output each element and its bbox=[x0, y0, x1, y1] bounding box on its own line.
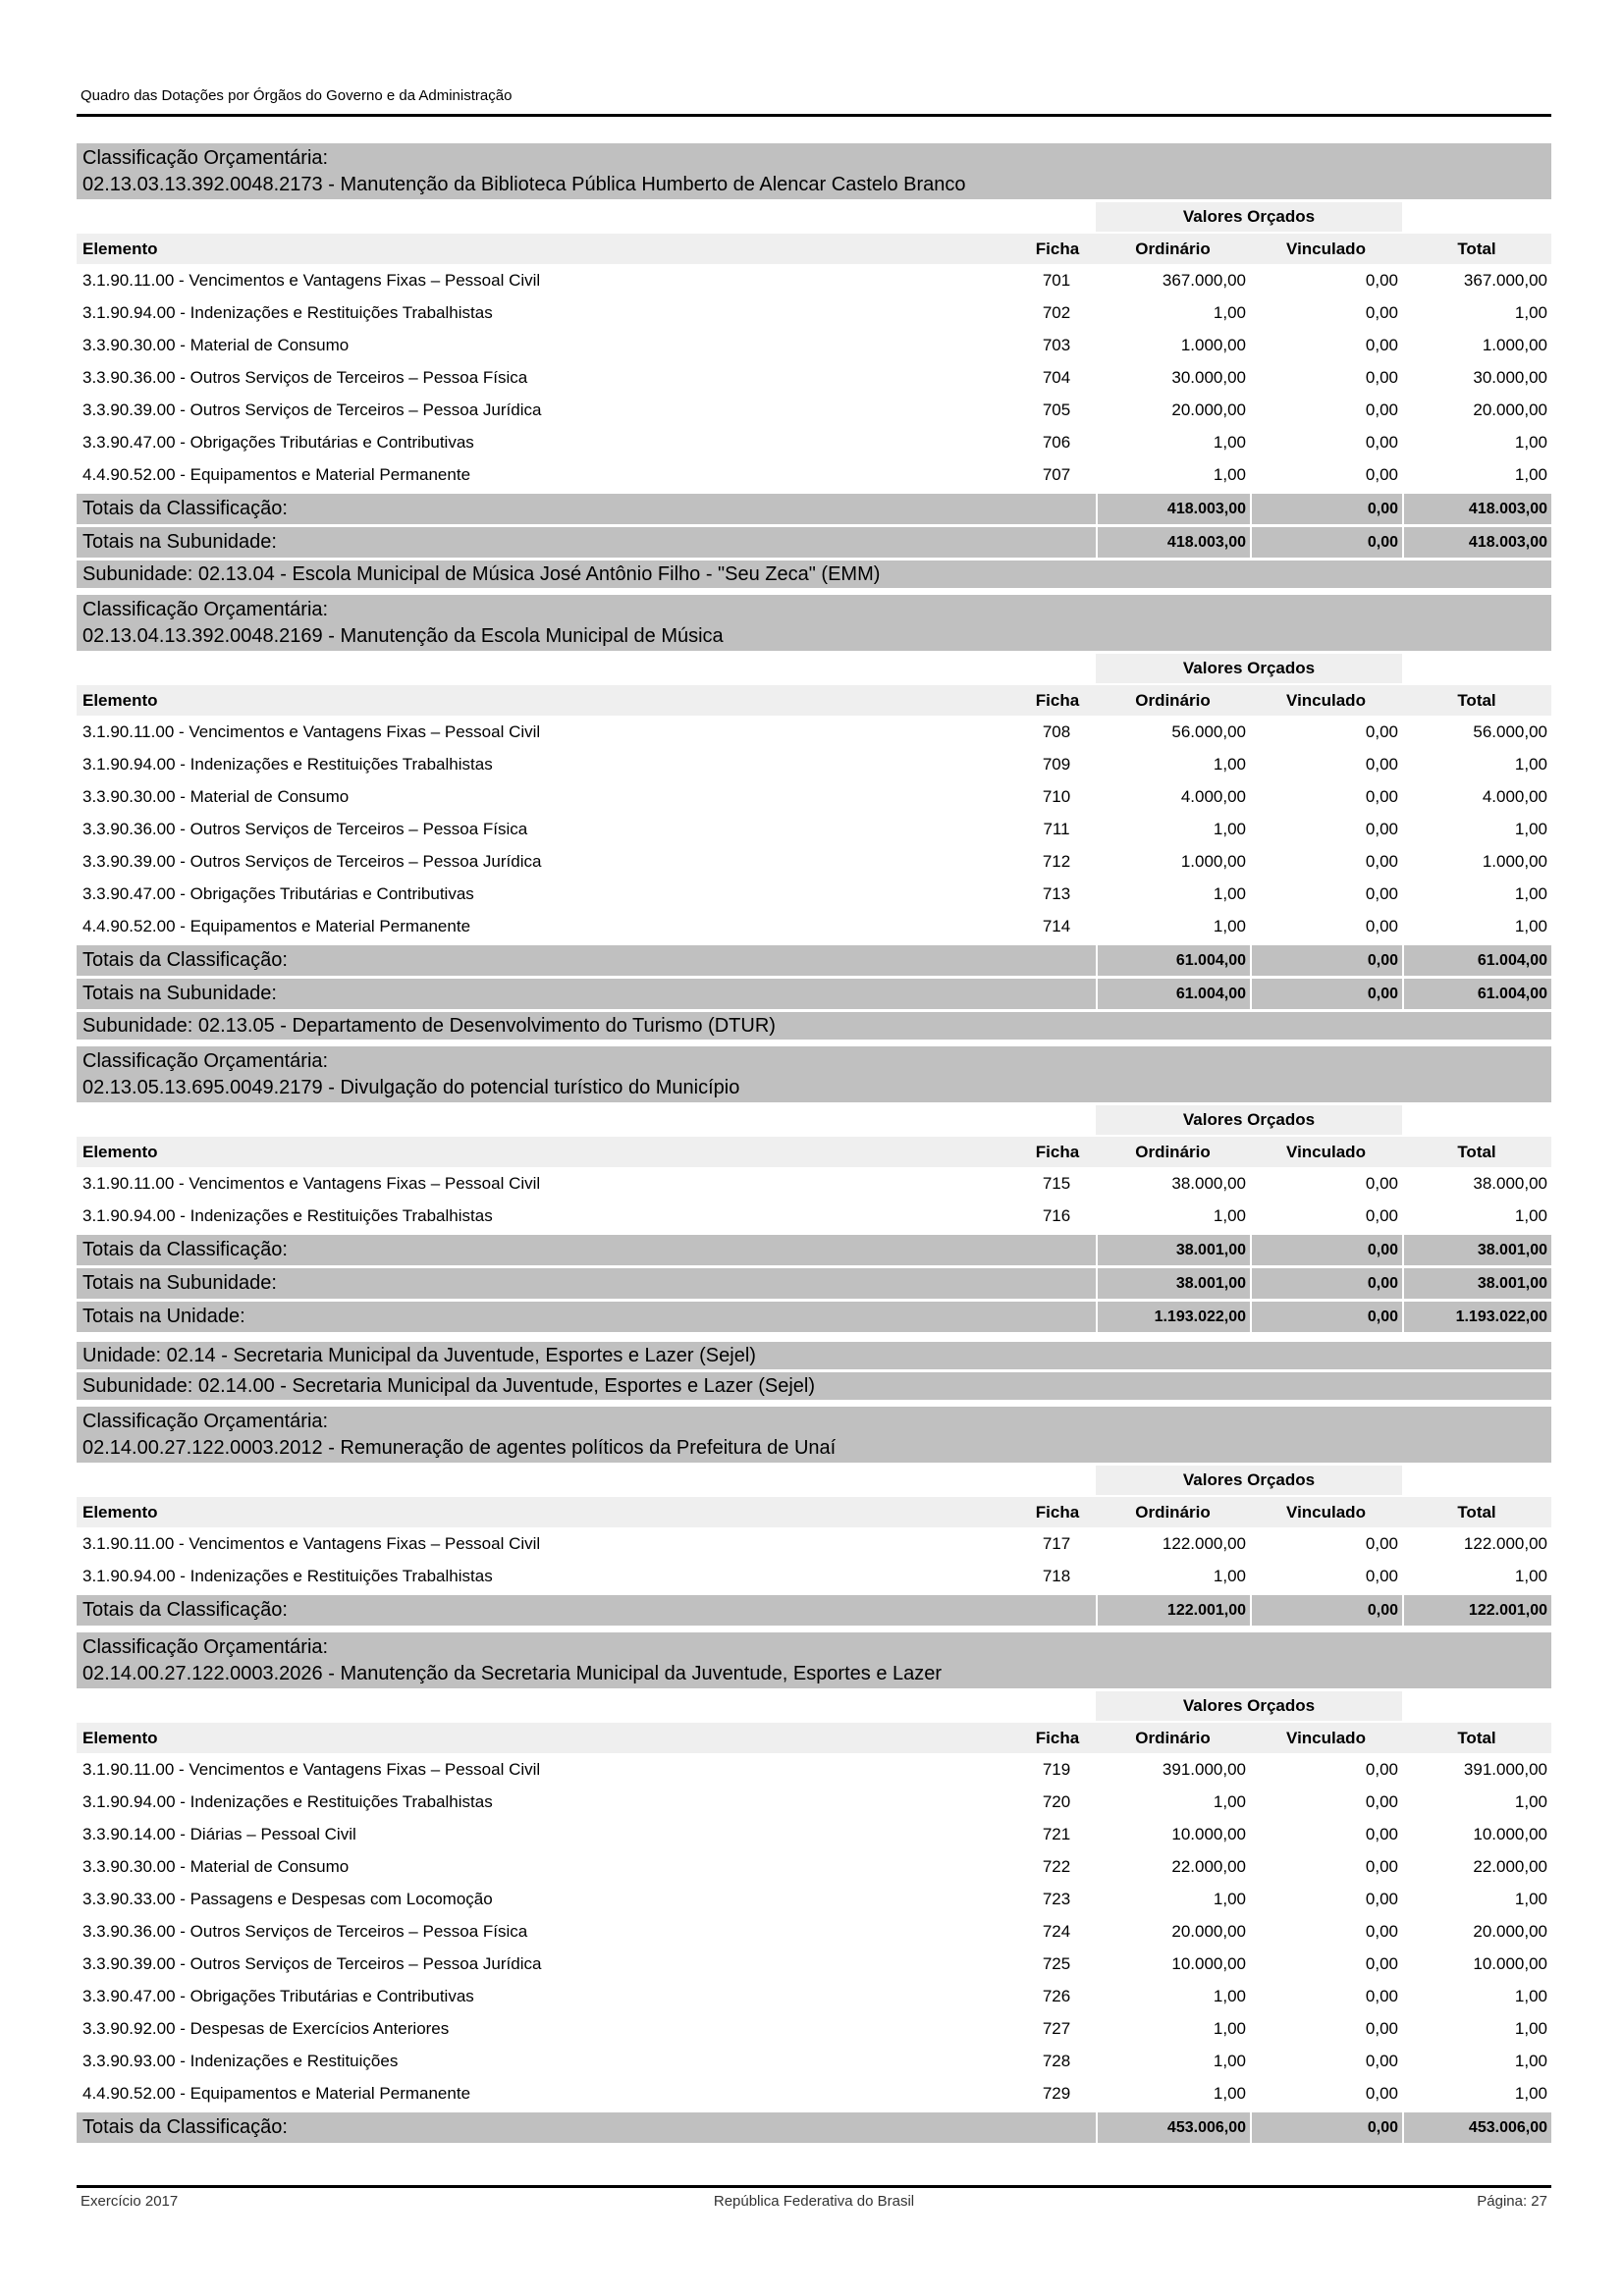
subunit-header: Subunidade: 02.13.04 - Escola Municipal de Música José Antônio Filho - "Seu Zeca" (EMM) bbox=[77, 561, 1551, 588]
cell-total: 1.000,00 bbox=[1482, 852, 1547, 871]
classification-header bbox=[77, 1632, 1551, 1688]
table-row bbox=[77, 845, 1551, 878]
classification-code: 02.13.03.13.392.0048.2173 - Manutenção da Biblioteca Pública Humberto de Alencar Castelo Branco bbox=[82, 174, 966, 195]
table-row bbox=[77, 910, 1551, 942]
cell-elemento: 3.3.90.47.00 - Obrigações Tributárias e Contributivas bbox=[82, 884, 474, 903]
cell-total: 22.000,00 bbox=[1473, 1857, 1547, 1876]
table-row bbox=[77, 394, 1551, 426]
col-total: Total bbox=[1457, 1503, 1496, 1522]
col-elemento: Elemento bbox=[82, 1729, 158, 1747]
cell-vinculado: 0,00 bbox=[1365, 722, 1398, 741]
classification-totals-row-label: Totais da Classificação: bbox=[82, 1599, 288, 1621]
cell-ordinario: 1.000,00 bbox=[1180, 852, 1246, 871]
classification-label: Classificação Orçamentária: bbox=[82, 1636, 329, 1658]
col-ordinario: Ordinário bbox=[1135, 1503, 1211, 1522]
subunit-totals-row bbox=[77, 527, 1551, 558]
cell-ordinario: 1,00 bbox=[1213, 433, 1246, 452]
cell-ordinario: 1,00 bbox=[1213, 755, 1246, 774]
classification-totals-row-total: 122.001,00 bbox=[1402, 1595, 1551, 1626]
cell-vinculado: 0,00 bbox=[1365, 1567, 1398, 1585]
valores-orcados-label: Valores Orçados bbox=[1096, 1466, 1402, 1495]
cell-total: 391.000,00 bbox=[1463, 1760, 1547, 1779]
table-row bbox=[77, 1980, 1551, 2012]
col-vinculado: Vinculado bbox=[1286, 1729, 1366, 1747]
budget-values-header bbox=[77, 1691, 1551, 1721]
cell-total: 56.000,00 bbox=[1473, 722, 1547, 741]
table-row bbox=[77, 2077, 1551, 2109]
cell-vinculado: 0,00 bbox=[1365, 852, 1398, 871]
cell-ficha: 704 bbox=[1042, 368, 1071, 387]
table-row bbox=[77, 780, 1551, 813]
classification-label: Classificação Orçamentária: bbox=[82, 1050, 329, 1072]
cell-total: 1,00 bbox=[1514, 755, 1547, 774]
cell-ordinario: 1,00 bbox=[1213, 1890, 1246, 1908]
cell-ficha: 717 bbox=[1042, 1534, 1071, 1553]
classification-header bbox=[77, 1046, 1551, 1102]
cell-ordinario: 20.000,00 bbox=[1171, 400, 1246, 419]
cell-ficha: 727 bbox=[1042, 2019, 1071, 2038]
classification-totals-row-ordinario: 122.001,00 bbox=[1096, 1595, 1250, 1626]
col-ficha: Ficha bbox=[1035, 691, 1080, 710]
classification-totals-row bbox=[77, 945, 1551, 976]
classification-label: Classificação Orçamentária: bbox=[82, 599, 329, 620]
cell-total: 1,00 bbox=[1514, 884, 1547, 903]
cell-vinculado: 0,00 bbox=[1365, 1206, 1398, 1225]
classification-header bbox=[77, 1407, 1551, 1463]
cell-vinculado: 0,00 bbox=[1365, 1890, 1398, 1908]
col-ordinario: Ordinário bbox=[1135, 691, 1211, 710]
cell-elemento: 4.4.90.52.00 - Equipamentos e Material Permanente bbox=[82, 917, 471, 935]
cell-vinculado: 0,00 bbox=[1365, 433, 1398, 452]
table-row bbox=[77, 2012, 1551, 2045]
table-header bbox=[77, 1137, 1551, 1167]
cell-ficha: 728 bbox=[1042, 2052, 1071, 2070]
classification-totals-row-ordinario: 38.001,00 bbox=[1096, 1235, 1250, 1265]
cell-total: 1,00 bbox=[1514, 465, 1547, 484]
cell-elemento: 3.3.90.36.00 - Outros Serviços de Terceiros – Pessoa Física bbox=[82, 368, 528, 387]
unit-totals-row-label: Totais na Unidade: bbox=[82, 1306, 245, 1327]
col-ficha: Ficha bbox=[1035, 1729, 1080, 1747]
cell-elemento: 3.3.90.30.00 - Material de Consumo bbox=[82, 336, 350, 354]
col-ficha: Ficha bbox=[1035, 1143, 1080, 1161]
classification-header bbox=[77, 595, 1551, 651]
cell-ordinario: 1,00 bbox=[1213, 303, 1246, 322]
cell-ficha: 725 bbox=[1042, 1954, 1071, 1973]
cell-ordinario: 1,00 bbox=[1213, 884, 1246, 903]
cell-ficha: 720 bbox=[1042, 1792, 1071, 1811]
subunit-totals-row-vinculado: 0,00 bbox=[1250, 1268, 1402, 1299]
cell-ficha: 711 bbox=[1043, 820, 1070, 838]
classification-totals-row-ordinario: 453.006,00 bbox=[1096, 2112, 1250, 2143]
cell-ordinario: 1,00 bbox=[1213, 1987, 1246, 2005]
page-header bbox=[77, 86, 1551, 117]
cell-total: 20.000,00 bbox=[1473, 400, 1547, 419]
col-ordinario: Ordinário bbox=[1135, 1729, 1211, 1747]
table-row bbox=[77, 2045, 1551, 2077]
classification-totals-row-label: Totais da Classificação: bbox=[82, 949, 288, 971]
classification-totals-row-vinculado: 0,00 bbox=[1250, 1595, 1402, 1626]
cell-vinculado: 0,00 bbox=[1365, 917, 1398, 935]
col-total: Total bbox=[1457, 1143, 1496, 1161]
subunit-header: Subunidade: 02.13.05 - Departamento de Desenvolvimento do Turismo (DTUR) bbox=[77, 1012, 1551, 1040]
cell-total: 1,00 bbox=[1514, 917, 1547, 935]
page-footer bbox=[77, 2185, 1551, 2210]
cell-ficha: 701 bbox=[1042, 271, 1071, 290]
budget-values-header bbox=[77, 202, 1551, 232]
valores-orcados-label: Valores Orçados bbox=[1096, 1691, 1402, 1721]
cell-elemento: 3.3.90.93.00 - Indenizações e Restituições bbox=[82, 2052, 399, 2070]
cell-ordinario: 1,00 bbox=[1213, 1792, 1246, 1811]
cell-ordinario: 391.000,00 bbox=[1162, 1760, 1246, 1779]
cell-vinculado: 0,00 bbox=[1365, 1760, 1398, 1779]
classification-totals-row-vinculado: 0,00 bbox=[1250, 1235, 1402, 1265]
footer-divider bbox=[77, 2185, 1551, 2188]
cell-vinculado: 0,00 bbox=[1365, 2052, 1398, 2070]
table-row bbox=[77, 361, 1551, 394]
table-row bbox=[77, 1850, 1551, 1883]
col-total: Total bbox=[1457, 1729, 1496, 1747]
subunit-totals-row-ordinario: 38.001,00 bbox=[1096, 1268, 1250, 1299]
cell-ordinario: 22.000,00 bbox=[1171, 1857, 1246, 1876]
cell-ordinario: 1,00 bbox=[1213, 820, 1246, 838]
classification-code: 02.13.05.13.695.0049.2179 - Divulgação do potencial turístico do Município bbox=[82, 1077, 740, 1098]
cell-total: 122.000,00 bbox=[1463, 1534, 1547, 1553]
cell-elemento: 3.3.90.14.00 - Diárias – Pessoal Civil bbox=[82, 1825, 356, 1843]
unit-totals-row-ordinario: 1.193.022,00 bbox=[1096, 1302, 1250, 1332]
cell-ordinario: 1,00 bbox=[1213, 2084, 1246, 2103]
classification-totals-row-total: 61.004,00 bbox=[1402, 945, 1551, 976]
subunit-totals-row-vinculado: 0,00 bbox=[1250, 979, 1402, 1009]
cell-elemento: 4.4.90.52.00 - Equipamentos e Material Permanente bbox=[82, 2084, 471, 2103]
table-row bbox=[77, 1753, 1551, 1786]
table-row bbox=[77, 748, 1551, 780]
classification-totals-row-total: 453.006,00 bbox=[1402, 2112, 1551, 2143]
cell-total: 1,00 bbox=[1514, 303, 1547, 322]
cell-ordinario: 20.000,00 bbox=[1171, 1922, 1246, 1941]
cell-ficha: 712 bbox=[1042, 852, 1071, 871]
cell-vinculado: 0,00 bbox=[1365, 1534, 1398, 1553]
cell-elemento: 3.1.90.94.00 - Indenizações e Restituições Trabalhistas bbox=[82, 303, 493, 322]
cell-ficha: 713 bbox=[1042, 884, 1071, 903]
subunit-totals-row-total: 61.004,00 bbox=[1402, 979, 1551, 1009]
cell-ordinario: 1,00 bbox=[1213, 2019, 1246, 2038]
cell-ficha: 724 bbox=[1042, 1922, 1071, 1941]
unit-totals-row-total: 1.193.022,00 bbox=[1402, 1302, 1551, 1332]
budget-values-header bbox=[77, 654, 1551, 683]
cell-elemento: 3.1.90.11.00 - Vencimentos e Vantagens Fixas – Pessoal Civil bbox=[82, 1534, 541, 1553]
col-ficha: Ficha bbox=[1035, 1503, 1080, 1522]
cell-elemento: 3.3.90.47.00 - Obrigações Tributárias e Contributivas bbox=[82, 1987, 474, 2005]
cell-elemento: 3.1.90.94.00 - Indenizações e Restituições Trabalhistas bbox=[82, 1792, 493, 1811]
table-row bbox=[77, 1167, 1551, 1200]
classification-totals-row-ordinario: 418.003,00 bbox=[1096, 494, 1250, 524]
cell-ficha: 709 bbox=[1042, 755, 1071, 774]
cell-elemento: 3.3.90.47.00 - Obrigações Tributárias e Contributivas bbox=[82, 433, 474, 452]
cell-total: 30.000,00 bbox=[1473, 368, 1547, 387]
classification-label: Classificação Orçamentária: bbox=[82, 1411, 329, 1432]
table-header bbox=[77, 1723, 1551, 1753]
col-elemento: Elemento bbox=[82, 240, 158, 258]
cell-vinculado: 0,00 bbox=[1365, 2084, 1398, 2103]
cell-elemento: 3.3.90.39.00 - Outros Serviços de Terceiros – Pessoa Jurídica bbox=[82, 1954, 542, 1973]
cell-elemento: 3.3.90.39.00 - Outros Serviços de Terceiros – Pessoa Jurídica bbox=[82, 852, 542, 871]
table-row bbox=[77, 1527, 1551, 1560]
cell-ficha: 726 bbox=[1042, 1987, 1071, 2005]
cell-vinculado: 0,00 bbox=[1365, 1922, 1398, 1941]
col-ordinario: Ordinário bbox=[1135, 240, 1211, 258]
cell-elemento: 3.1.90.11.00 - Vencimentos e Vantagens Fixas – Pessoal Civil bbox=[82, 1760, 541, 1779]
table-row bbox=[77, 296, 1551, 329]
cell-ficha: 705 bbox=[1042, 400, 1071, 419]
cell-vinculado: 0,00 bbox=[1365, 368, 1398, 387]
cell-ordinario: 367.000,00 bbox=[1162, 271, 1246, 290]
cell-vinculado: 0,00 bbox=[1365, 1987, 1398, 2005]
classification-totals-row-total: 418.003,00 bbox=[1402, 494, 1551, 524]
table-row bbox=[77, 264, 1551, 296]
cell-ordinario: 1.000,00 bbox=[1180, 336, 1246, 354]
cell-ordinario: 38.000,00 bbox=[1171, 1174, 1246, 1193]
cell-elemento: 3.3.90.30.00 - Material de Consumo bbox=[82, 1857, 350, 1876]
classification-totals-row-label: Totais da Classificação: bbox=[82, 2116, 288, 2138]
cell-vinculado: 0,00 bbox=[1365, 1857, 1398, 1876]
cell-vinculado: 0,00 bbox=[1365, 1954, 1398, 1973]
cell-vinculado: 0,00 bbox=[1365, 2019, 1398, 2038]
unit-totals-row bbox=[77, 1302, 1551, 1332]
classification-totals-row-total: 38.001,00 bbox=[1402, 1235, 1551, 1265]
subunit-totals-row-label: Totais na Subunidade: bbox=[82, 531, 277, 553]
cell-ficha: 710 bbox=[1042, 787, 1071, 806]
classification-totals-row bbox=[77, 1595, 1551, 1626]
cell-elemento: 3.3.90.33.00 - Passagens e Despesas com Locomoção bbox=[82, 1890, 493, 1908]
table-row bbox=[77, 1560, 1551, 1592]
cell-vinculado: 0,00 bbox=[1365, 1792, 1398, 1811]
cell-ficha: 706 bbox=[1042, 433, 1071, 452]
col-vinculado: Vinculado bbox=[1286, 1143, 1366, 1161]
classification-label: Classificação Orçamentária: bbox=[82, 147, 329, 169]
cell-vinculado: 0,00 bbox=[1365, 271, 1398, 290]
cell-total: 1,00 bbox=[1514, 2084, 1547, 2103]
budget-values-header bbox=[77, 1105, 1551, 1135]
table-row bbox=[77, 426, 1551, 458]
col-vinculado: Vinculado bbox=[1286, 1503, 1366, 1522]
cell-ficha: 714 bbox=[1042, 917, 1071, 935]
cell-ficha: 707 bbox=[1042, 465, 1071, 484]
subunit-totals-row bbox=[77, 979, 1551, 1009]
cell-vinculado: 0,00 bbox=[1365, 884, 1398, 903]
cell-ficha: 729 bbox=[1042, 2084, 1071, 2103]
table-row bbox=[77, 1818, 1551, 1850]
cell-elemento: 3.3.90.92.00 - Despesas de Exercícios Anteriores bbox=[82, 2019, 450, 2038]
table-row bbox=[77, 1786, 1551, 1818]
cell-total: 1,00 bbox=[1514, 1206, 1547, 1225]
cell-vinculado: 0,00 bbox=[1365, 336, 1398, 354]
cell-ordinario: 122.000,00 bbox=[1162, 1534, 1246, 1553]
header-divider bbox=[77, 114, 1551, 117]
cell-ficha: 708 bbox=[1042, 722, 1071, 741]
cell-ordinario: 1,00 bbox=[1213, 1567, 1246, 1585]
col-vinculado: Vinculado bbox=[1286, 691, 1366, 710]
subunit-header: Subunidade: 02.14.00 - Secretaria Municipal da Juventude, Esportes e Lazer (Sejel) bbox=[77, 1372, 1551, 1400]
cell-vinculado: 0,00 bbox=[1365, 465, 1398, 484]
subunit-totals-row-vinculado: 0,00 bbox=[1250, 527, 1402, 558]
classification-totals-row-vinculado: 0,00 bbox=[1250, 494, 1402, 524]
cell-total: 1,00 bbox=[1514, 1890, 1547, 1908]
cell-total: 38.000,00 bbox=[1473, 1174, 1547, 1193]
table-row bbox=[77, 1948, 1551, 1980]
classification-totals-row-vinculado: 0,00 bbox=[1250, 2112, 1402, 2143]
cell-elemento: 3.1.90.94.00 - Indenizações e Restituições Trabalhistas bbox=[82, 1567, 493, 1585]
cell-vinculado: 0,00 bbox=[1365, 303, 1398, 322]
classification-totals-row-label: Totais da Classificação: bbox=[82, 498, 288, 519]
cell-total: 1,00 bbox=[1514, 1987, 1547, 2005]
cell-total: 10.000,00 bbox=[1473, 1954, 1547, 1973]
cell-ficha: 702 bbox=[1042, 303, 1071, 322]
cell-total: 20.000,00 bbox=[1473, 1922, 1547, 1941]
cell-ficha: 719 bbox=[1042, 1760, 1071, 1779]
classification-code: 02.14.00.27.122.0003.2026 - Manutenção da Secretaria Municipal da Juventude, Esportes e Lazer bbox=[82, 1663, 943, 1684]
valores-orcados-label: Valores Orçados bbox=[1096, 202, 1402, 232]
classification-totals-row bbox=[77, 494, 1551, 524]
cell-ficha: 721 bbox=[1042, 1825, 1071, 1843]
cell-ficha: 722 bbox=[1042, 1857, 1071, 1876]
cell-elemento: 3.1.90.11.00 - Vencimentos e Vantagens Fixas – Pessoal Civil bbox=[82, 271, 541, 290]
cell-vinculado: 0,00 bbox=[1365, 1174, 1398, 1193]
cell-ordinario: 56.000,00 bbox=[1171, 722, 1246, 741]
subunit-totals-row bbox=[77, 1268, 1551, 1299]
table-header bbox=[77, 234, 1551, 264]
cell-ficha: 718 bbox=[1042, 1567, 1071, 1585]
subunit-totals-row-label: Totais na Subunidade: bbox=[82, 983, 277, 1004]
report-title: Quadro das Dotações por Órgãos do Governo e da Administração bbox=[81, 87, 513, 104]
classification-totals-row bbox=[77, 1235, 1551, 1265]
cell-elemento: 3.3.90.39.00 - Outros Serviços de Terceiros – Pessoa Jurídica bbox=[82, 400, 542, 419]
col-vinculado: Vinculado bbox=[1286, 240, 1366, 258]
cell-vinculado: 0,00 bbox=[1365, 1825, 1398, 1843]
col-total: Total bbox=[1457, 240, 1496, 258]
col-elemento: Elemento bbox=[82, 1143, 158, 1161]
cell-total: 1,00 bbox=[1514, 433, 1547, 452]
cell-ordinario: 1,00 bbox=[1213, 465, 1246, 484]
cell-total: 10.000,00 bbox=[1473, 1825, 1547, 1843]
table-row bbox=[77, 329, 1551, 361]
footer-country: República Federativa do Brasil bbox=[713, 2193, 915, 2210]
table-header bbox=[77, 1497, 1551, 1527]
classification-code: 02.13.04.13.392.0048.2169 - Manutenção da Escola Municipal de Música bbox=[82, 625, 724, 647]
table-row bbox=[77, 716, 1551, 748]
cell-total: 1,00 bbox=[1514, 2052, 1547, 2070]
cell-total: 1,00 bbox=[1514, 820, 1547, 838]
cell-ordinario: 1,00 bbox=[1213, 917, 1246, 935]
cell-total: 4.000,00 bbox=[1482, 787, 1547, 806]
table-row bbox=[77, 1883, 1551, 1915]
cell-ficha: 723 bbox=[1042, 1890, 1071, 1908]
col-ficha: Ficha bbox=[1035, 240, 1080, 258]
cell-ficha: 715 bbox=[1042, 1174, 1071, 1193]
cell-ordinario: 1,00 bbox=[1213, 2052, 1246, 2070]
col-elemento: Elemento bbox=[82, 691, 158, 710]
cell-vinculado: 0,00 bbox=[1365, 755, 1398, 774]
col-elemento: Elemento bbox=[82, 1503, 158, 1522]
cell-elemento: 3.1.90.94.00 - Indenizações e Restituições Trabalhistas bbox=[82, 755, 493, 774]
subunit-totals-row-ordinario: 61.004,00 bbox=[1096, 979, 1250, 1009]
classification-totals-row bbox=[77, 2112, 1551, 2143]
cell-ordinario: 10.000,00 bbox=[1171, 1954, 1246, 1973]
col-ordinario: Ordinário bbox=[1135, 1143, 1211, 1161]
cell-ordinario: 10.000,00 bbox=[1171, 1825, 1246, 1843]
cell-elemento: 3.3.90.36.00 - Outros Serviços de Terceiros – Pessoa Física bbox=[82, 820, 528, 838]
classification-totals-row-label: Totais da Classificação: bbox=[82, 1239, 288, 1260]
subunit-totals-row-ordinario: 418.003,00 bbox=[1096, 527, 1250, 558]
cell-total: 367.000,00 bbox=[1463, 271, 1547, 290]
table-row bbox=[77, 878, 1551, 910]
subunit-totals-row-total: 38.001,00 bbox=[1402, 1268, 1551, 1299]
footer-page-number: Página: 27 bbox=[1477, 2193, 1547, 2210]
table-row bbox=[77, 813, 1551, 845]
cell-ordinario: 30.000,00 bbox=[1171, 368, 1246, 387]
table-row bbox=[77, 1915, 1551, 1948]
cell-elemento: 3.3.90.36.00 - Outros Serviços de Terceiros – Pessoa Física bbox=[82, 1922, 528, 1941]
valores-orcados-label: Valores Orçados bbox=[1096, 1105, 1402, 1135]
classification-code: 02.14.00.27.122.0003.2012 - Remuneração de agentes políticos da Prefeitura de Unaí bbox=[82, 1437, 837, 1459]
subunit-totals-row-total: 418.003,00 bbox=[1402, 527, 1551, 558]
table-row bbox=[77, 458, 1551, 491]
unit-header: Unidade: 02.14 - Secretaria Municipal da Juventude, Esportes e Lazer (Sejel) bbox=[77, 1342, 1551, 1369]
classification-header bbox=[77, 143, 1551, 199]
cell-vinculado: 0,00 bbox=[1365, 400, 1398, 419]
cell-elemento: 3.3.90.30.00 - Material de Consumo bbox=[82, 787, 350, 806]
cell-elemento: 4.4.90.52.00 - Equipamentos e Material Permanente bbox=[82, 465, 471, 484]
cell-ficha: 716 bbox=[1042, 1206, 1071, 1225]
cell-elemento: 3.1.90.11.00 - Vencimentos e Vantagens Fixas – Pessoal Civil bbox=[82, 722, 541, 741]
classification-totals-row-vinculado: 0,00 bbox=[1250, 945, 1402, 976]
cell-total: 1,00 bbox=[1514, 1567, 1547, 1585]
cell-total: 1.000,00 bbox=[1482, 336, 1547, 354]
cell-elemento: 3.1.90.11.00 - Vencimentos e Vantagens Fixas – Pessoal Civil bbox=[82, 1174, 541, 1193]
cell-ordinario: 4.000,00 bbox=[1180, 787, 1246, 806]
footer-exercise-year: Exercício 2017 bbox=[81, 2193, 179, 2210]
col-total: Total bbox=[1457, 691, 1496, 710]
valores-orcados-label: Valores Orçados bbox=[1096, 654, 1402, 683]
classification-totals-row-ordinario: 61.004,00 bbox=[1096, 945, 1250, 976]
cell-ficha: 703 bbox=[1042, 336, 1071, 354]
cell-total: 1,00 bbox=[1514, 2019, 1547, 2038]
cell-vinculado: 0,00 bbox=[1365, 820, 1398, 838]
report-body bbox=[77, 143, 1551, 2143]
budget-values-header bbox=[77, 1466, 1551, 1495]
table-row bbox=[77, 1200, 1551, 1232]
subunit-totals-row-label: Totais na Subunidade: bbox=[82, 1272, 277, 1294]
cell-total: 1,00 bbox=[1514, 1792, 1547, 1811]
cell-elemento: 3.1.90.94.00 - Indenizações e Restituições Trabalhistas bbox=[82, 1206, 493, 1225]
cell-vinculado: 0,00 bbox=[1365, 787, 1398, 806]
cell-ordinario: 1,00 bbox=[1213, 1206, 1246, 1225]
table-header bbox=[77, 685, 1551, 716]
unit-totals-row-vinculado: 0,00 bbox=[1250, 1302, 1402, 1332]
